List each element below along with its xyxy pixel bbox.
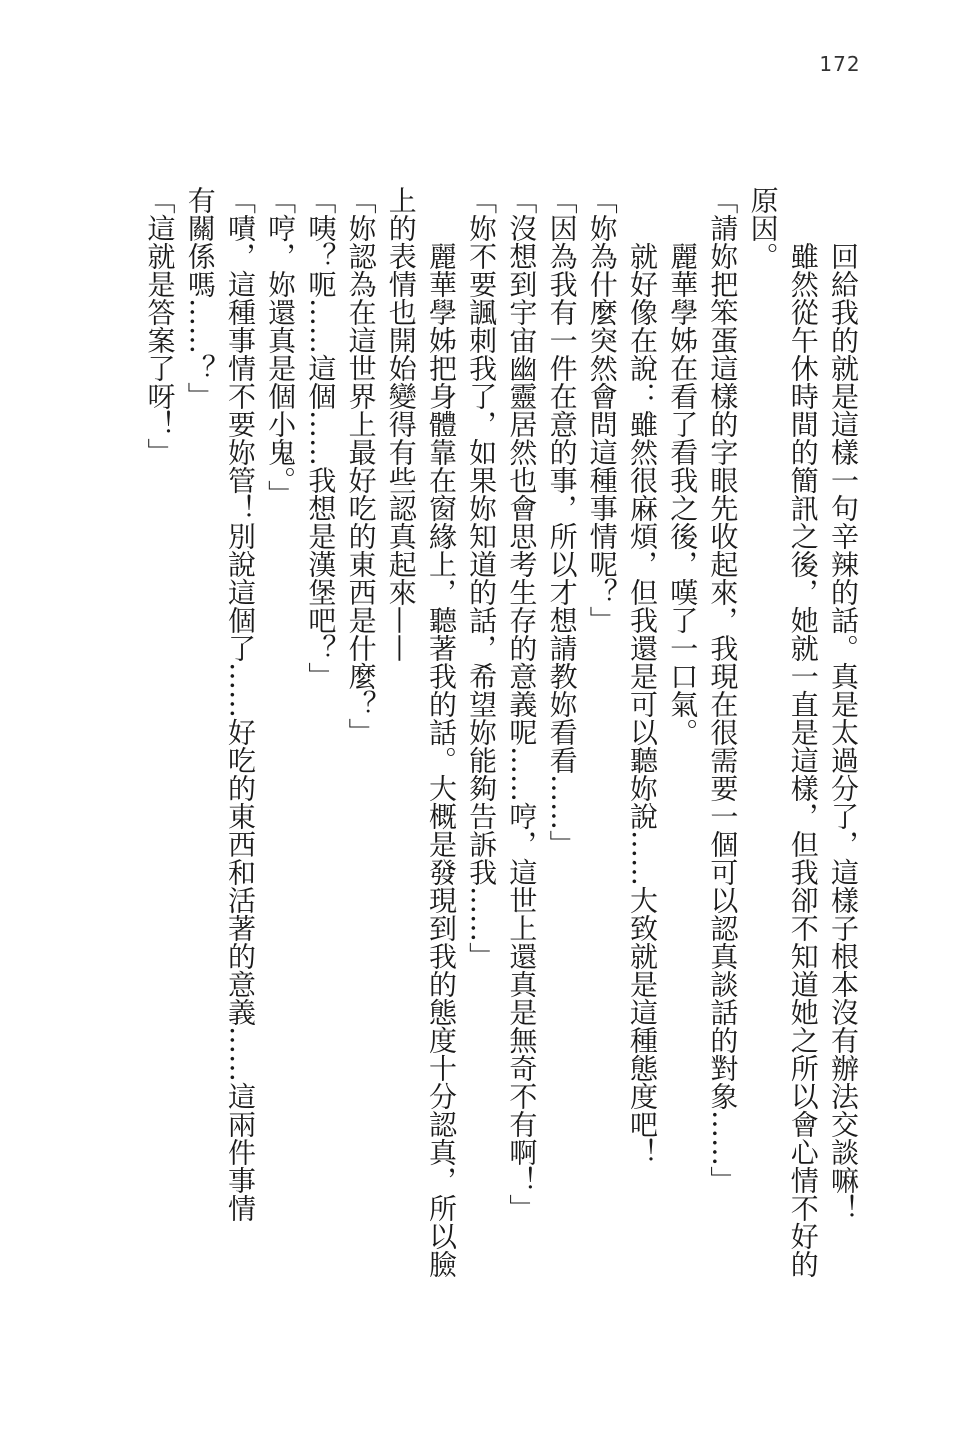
text-line: 「因為我有一件在意的事，所以才想請教妳看看……」: [545, 186, 579, 858]
text-line: 雖然從午休時間的簡訊之後，她就一直是這樣，但我卻不知道她之所以會心情不好的: [786, 242, 820, 1278]
page-number: 172: [819, 52, 861, 76]
text-line: 「妳認為在這世界上最好吃的東西是什麼？」: [344, 186, 378, 746]
text-line: 「妳不要諷刺我了，如果妳知道的話，希望妳能夠告訴我……」: [465, 186, 499, 970]
text-line: 有關係嗎……？」: [183, 186, 217, 410]
text-line: 「請妳把笨蛋這樣的字眼先收起來，我現在很需要一個可以認真談話的對象……」: [706, 186, 740, 1194]
text-line: 「咦？呃……這個……我想是漢堡吧？」: [304, 186, 338, 690]
body-text: [83, 186, 863, 1426]
text-line: 「這就是答案了呀！」: [143, 186, 177, 466]
text-line: 「沒想到宇宙幽靈居然也會思考生存的意義呢……哼，這世上還真是無奇不有啊！」: [505, 186, 539, 1222]
text-line: 麗華學姊在看了看我之後，嘆了一口氣。: [666, 242, 700, 746]
text-line: 就好像在說：雖然很麻煩，但我還是可以聽妳說……大致就是這種態度吧！: [625, 242, 659, 1166]
text-line: 回給我的就是這樣一句辛辣的話。真是太過分了，這樣子根本沒有辦法交談嘛！: [827, 242, 860, 1222]
text-line: 「妳為什麼突然會問這種事情呢？」: [585, 186, 619, 634]
text-line: 「哼，妳還真是個小鬼。」: [264, 186, 298, 508]
text-line: 「嘖，這種事情不要妳管！別說這個了……好吃的東西和活著的意義……這兩件事情: [223, 186, 257, 1222]
text-line: 上的表情也開始變得有些認真起來——: [384, 186, 418, 662]
text-line: 原因。: [746, 186, 780, 270]
text-line: 麗華學姊把身體靠在窗緣上，聽著我的話。大概是發現到我的態度十分認真，所以臉: [424, 242, 458, 1278]
